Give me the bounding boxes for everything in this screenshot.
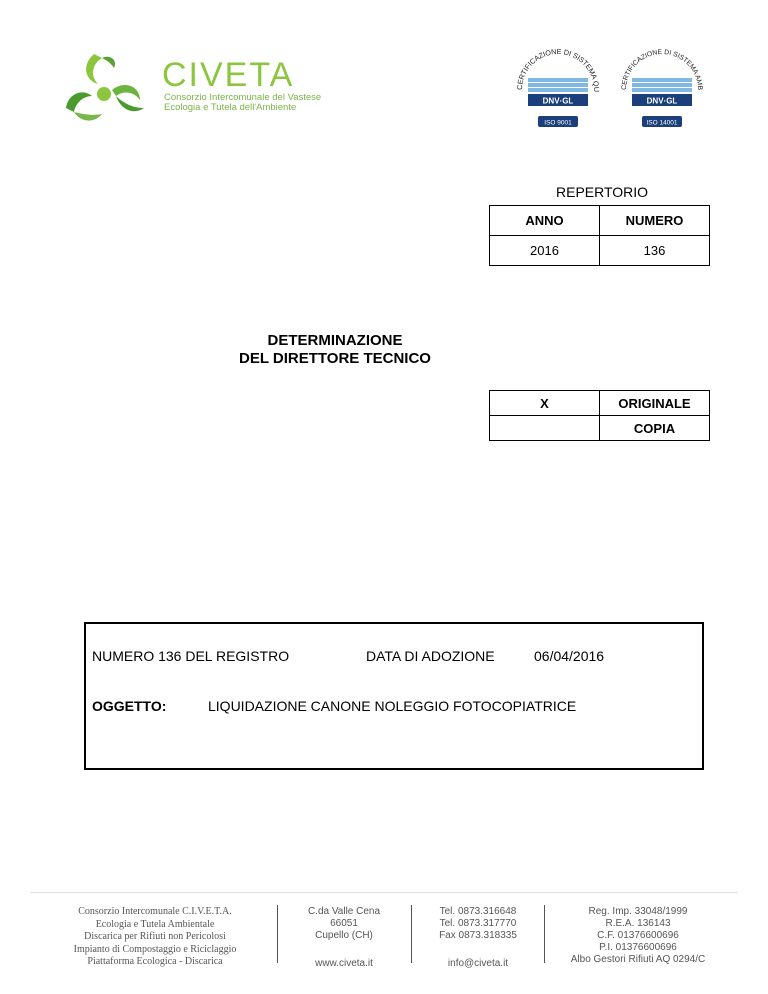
footer-registry-line: Reg. Imp. 33048/1999 — [588, 906, 688, 917]
logo-title: CIVETA — [162, 56, 295, 94]
oggetto-label: OGGETTO: — [92, 698, 167, 714]
title-line-2: DEL DIRETTORE TECNICO — [239, 350, 431, 367]
seal-1-brand: DNV·GL — [542, 96, 574, 106]
footer-separator — [277, 905, 278, 963]
footer-separator — [544, 905, 545, 963]
data-adozione-value: 06/04/2016 — [534, 648, 605, 664]
seal-2-standard: ISO 14001 — [646, 119, 678, 127]
footer-col-registry — [548, 906, 728, 966]
footer-address-line: C.da Valle Cena — [307, 906, 381, 917]
numero-registro: NUMERO 136 DEL REGISTRO — [92, 648, 290, 664]
footer-registry-line: R.E.A. 136143 — [605, 918, 671, 929]
footer-registry-line: Albo Gestori Rifiuti AQ 0294/C — [570, 954, 706, 965]
footer-registry-line: P.I. 01376600696 — [599, 942, 677, 953]
footer-consorzio-line: Piattaforma Ecologica - Discarica — [87, 956, 223, 967]
footer-consorzio-line: Impianto di Compostaggio e Riciclaggio — [73, 943, 237, 955]
originale-label: ORIGINALE — [600, 391, 710, 416]
anno-header: ANNO — [490, 206, 600, 236]
footer-divider — [30, 892, 738, 893]
numero-value: 136 — [600, 236, 710, 266]
footer-consorzio-line: Consorzio Intercomunale C.I.V.E.T.A. — [78, 906, 232, 917]
seal-2-arc-text: CERTIFICAZIONE DI SISTEMA AMB — [620, 48, 704, 91]
footer-registry-line: C.F. 01376600696 — [597, 930, 679, 941]
title-line-1: DETERMINAZIONE — [267, 332, 403, 349]
logo-subtitle-2: Ecologia e Tutela dell'Ambiente — [164, 102, 297, 113]
footer-address-line: 66051 — [330, 918, 358, 929]
registro-box — [84, 622, 704, 770]
footer-email-link[interactable]: info@civeta.it — [447, 958, 509, 969]
footer-consorzio-line: Discarica per Rifiuti non Pericolosi — [84, 931, 226, 942]
footer-fax-line: Fax 0873.318335 — [439, 930, 517, 941]
originale-mark: X — [490, 391, 600, 416]
footer-phone-line: Tel. 0873.317770 — [439, 918, 517, 929]
iso-14001-seal — [616, 44, 708, 136]
footer-consorzio-line: Ecologia e Tutela Ambientale — [95, 918, 215, 930]
footer-separator — [411, 905, 412, 963]
footer-address-line: Cupello (CH) — [315, 930, 373, 941]
footer-col-address — [282, 906, 406, 970]
footer-phone-line: Tel. 0873.316648 — [439, 906, 517, 917]
copia-label: COPIA — [600, 416, 710, 441]
numero-header: NUMERO — [600, 206, 710, 236]
copy-type-table — [489, 390, 710, 441]
seal-2-brand: DNV·GL — [646, 96, 678, 106]
repertorio-label: REPERTORIO — [556, 184, 649, 200]
repertorio-table — [489, 205, 710, 266]
footer-website-link[interactable]: www.civeta.it — [315, 958, 373, 969]
copia-mark — [490, 416, 600, 441]
anno-value: 2016 — [490, 236, 600, 266]
footer-col-consorzio — [50, 906, 260, 969]
data-adozione-label: DATA DI ADOZIONE — [366, 648, 495, 664]
civeta-leaf-icon — [62, 50, 157, 130]
logo-subtitle-1: Consorzio Intercomunale del Vastese — [164, 92, 322, 103]
seal-1-arc-text: CERTIFICAZIONE DI SISTEMA QU — [514, 46, 602, 93]
footer-col-contacts — [416, 906, 540, 970]
oggetto-value: LIQUIDAZIONE CANONE NOLEGGIO FOTOCOPIATRICE — [208, 698, 577, 714]
iso-9001-seal — [512, 44, 604, 136]
seal-1-standard: ISO 9001 — [544, 119, 572, 127]
